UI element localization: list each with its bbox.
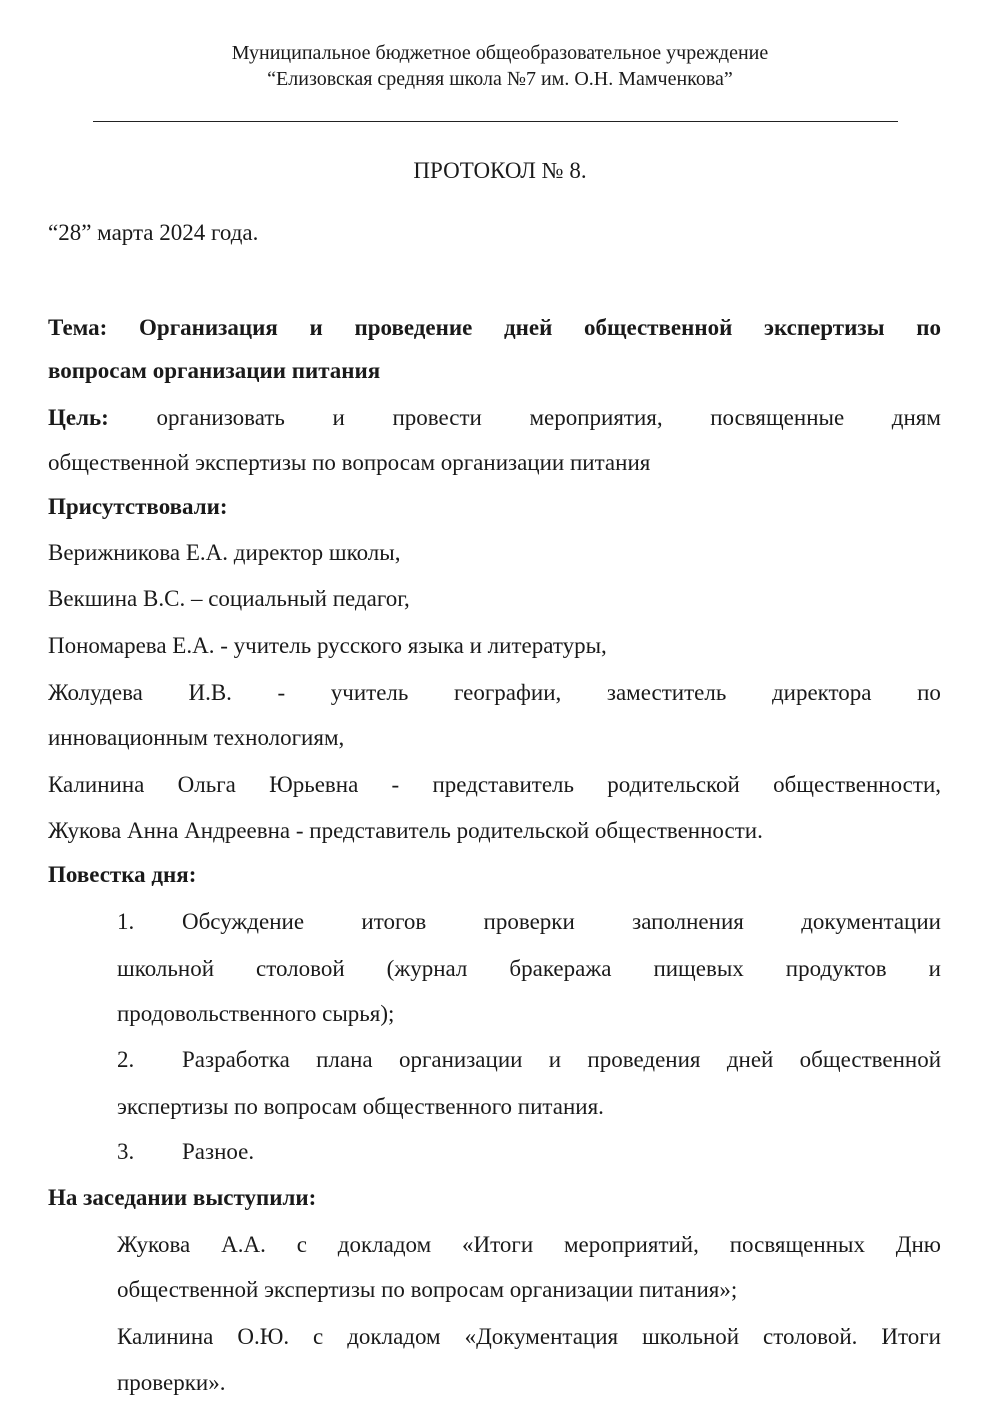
agenda-item-number: 1. bbox=[117, 909, 135, 934]
goal-word: и bbox=[332, 405, 345, 430]
agenda-item-line: экспертизы по вопросам общественного питания. bbox=[117, 1094, 604, 1119]
attendee-item: Пономарева Е.А. - учитель русского языка и литературы, bbox=[48, 633, 607, 658]
agenda-word: проверки bbox=[483, 909, 575, 934]
topic-line2: вопросам организации питания bbox=[48, 358, 381, 383]
attendee-word: - bbox=[277, 680, 286, 705]
agenda-word: пищевых bbox=[653, 956, 744, 981]
goal-word: организовать bbox=[156, 405, 285, 430]
agenda-word: бракеража bbox=[509, 956, 612, 981]
agenda-item-number: 2. bbox=[117, 1047, 135, 1072]
goal-label: Цель: bbox=[48, 405, 109, 430]
agenda-word: итогов bbox=[361, 909, 427, 934]
attendees-heading: Присутствовали: bbox=[48, 494, 228, 519]
protocol-title: ПРОТОКОЛ № 8. bbox=[413, 158, 587, 183]
header-divider bbox=[93, 121, 898, 122]
attendee-word: географии, bbox=[454, 680, 562, 705]
topic-line1: Тема: Организация и проведение дней общественной экспертизы по bbox=[48, 315, 941, 340]
protocol-date: “28” марта 2024 года. bbox=[48, 220, 259, 245]
agenda-word: Обсуждение bbox=[182, 909, 305, 934]
attendee-word: учитель bbox=[330, 680, 409, 705]
attendee-item: Верижникова Е.А. директор школы, bbox=[48, 540, 401, 565]
agenda-item-line bbox=[117, 954, 941, 984]
agenda-item-number: 3. bbox=[117, 1139, 135, 1164]
agenda-item-line: Разработка плана организации и проведения дней общественной bbox=[182, 1047, 941, 1072]
speaker-item-line: проверки». bbox=[117, 1370, 226, 1395]
attendee-item: Калинина Ольга Юрьевна - представитель родительской общественности, bbox=[48, 772, 941, 797]
attendee-word: директора bbox=[771, 680, 872, 705]
goal-line1 bbox=[48, 403, 941, 433]
goal-line2: общественной экспертизы по вопросам организации питания bbox=[48, 450, 651, 475]
agenda-heading: Повестка дня: bbox=[48, 862, 197, 887]
agenda-item-line bbox=[182, 907, 941, 937]
attendee-item: Векшина В.С. – социальный педагог, bbox=[48, 586, 410, 611]
agenda-word: документации bbox=[801, 909, 941, 934]
goal-word: посвященные bbox=[710, 405, 845, 430]
speaker-item-line: общественной экспертизы по вопросам организации питания»; bbox=[117, 1277, 738, 1302]
agenda-word: столовой bbox=[256, 956, 345, 981]
agenda-item-line: продовольственного сырья); bbox=[117, 1001, 395, 1026]
organization-name-line1: Муниципальное бюджетное общеобразовательное учреждение bbox=[231, 42, 769, 64]
agenda-word: продуктов bbox=[785, 956, 887, 981]
speaker-item-line: Жукова А.А. с докладом «Итоги мероприятий, посвященных Дню bbox=[117, 1232, 941, 1257]
agenda-word: (журнал bbox=[386, 956, 468, 981]
agenda-word: заполнения bbox=[632, 909, 744, 934]
attendee-word: Жолудева bbox=[48, 680, 143, 705]
agenda-word: и bbox=[928, 956, 941, 981]
attendee-item-line2: инновационным технологиям, bbox=[48, 725, 345, 750]
goal-word: мероприятия, bbox=[529, 405, 663, 430]
attendee-word: заместитель bbox=[606, 680, 727, 705]
speaker-item-line: Калинина О.Ю. с докладом «Документация школьной столовой. Итоги bbox=[117, 1324, 941, 1349]
attendee-item: Жукова Анна Андреевна - представитель родительской общественности. bbox=[48, 818, 763, 843]
agenda-item-line: Разное. bbox=[182, 1139, 255, 1164]
goal-word: дням bbox=[891, 405, 941, 430]
attendee-word: по bbox=[917, 680, 941, 705]
speakers-heading: На заседании выступили: bbox=[48, 1185, 317, 1210]
goal-word: провести bbox=[392, 405, 482, 430]
attendee-word: И.В. bbox=[188, 680, 232, 705]
agenda-word: школьной bbox=[117, 956, 214, 981]
attendee-item-line1 bbox=[48, 678, 941, 708]
organization-name-line2: “Елизовская средняя школа №7 им. О.Н. Мамченкова” bbox=[267, 68, 733, 90]
